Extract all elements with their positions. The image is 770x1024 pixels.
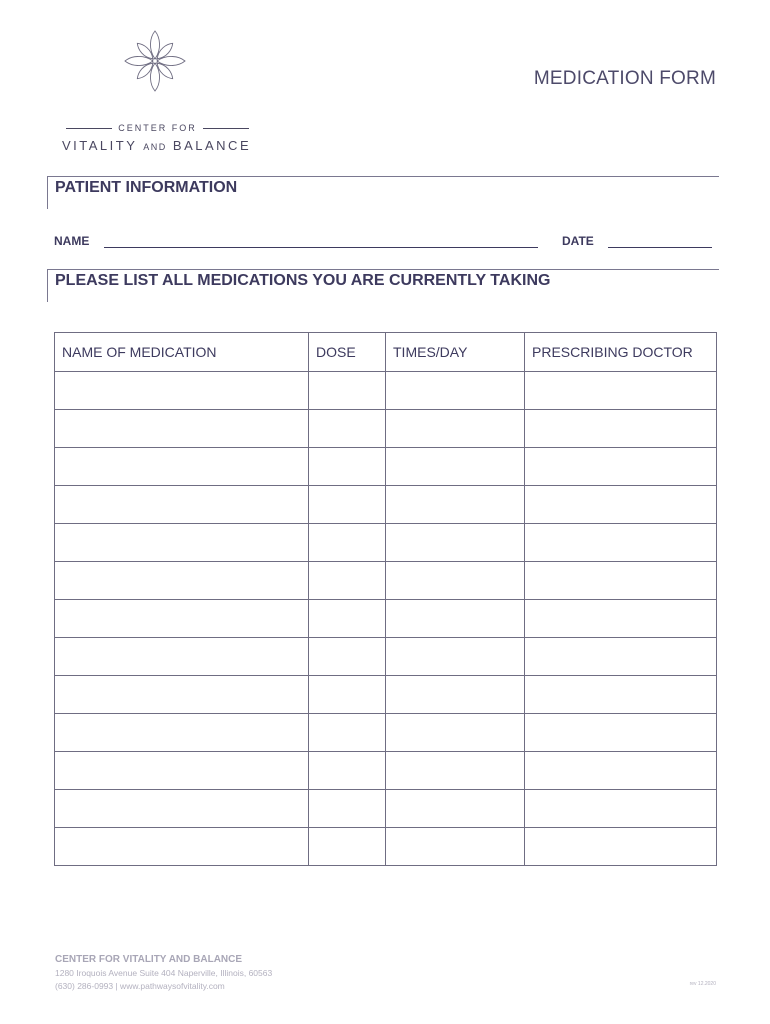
form-title: MEDICATION FORM xyxy=(533,68,716,89)
table-row xyxy=(55,752,717,790)
medication-name-cell[interactable] xyxy=(55,752,309,790)
dose-cell[interactable] xyxy=(309,486,386,524)
header-times-per-day: TIMES/DAY xyxy=(386,333,525,372)
prescribing-doctor-cell[interactable] xyxy=(525,752,717,790)
dose-cell[interactable] xyxy=(309,372,386,410)
times-per-day-cell[interactable] xyxy=(386,524,525,562)
times-per-day-cell[interactable] xyxy=(386,448,525,486)
header-name-of-medication: NAME OF MEDICATION xyxy=(55,333,309,372)
prescribing-doctor-cell[interactable] xyxy=(525,790,717,828)
table-row xyxy=(55,372,717,410)
header-prescribing-doctor: PRESCRIBING DOCTOR xyxy=(525,333,717,372)
table-row xyxy=(55,790,717,828)
prescribing-doctor-cell[interactable] xyxy=(525,410,717,448)
medication-name-cell[interactable] xyxy=(55,410,309,448)
medications-section xyxy=(47,269,719,302)
table-row xyxy=(55,714,717,752)
patient-information-section xyxy=(47,176,719,209)
times-per-day-cell[interactable] xyxy=(386,638,525,676)
times-per-day-cell[interactable] xyxy=(386,752,525,790)
dose-cell[interactable] xyxy=(309,448,386,486)
times-per-day-cell[interactable] xyxy=(386,562,525,600)
table-row xyxy=(55,410,717,448)
dose-cell[interactable] xyxy=(309,714,386,752)
patient-information-title: PATIENT INFORMATION xyxy=(55,179,238,196)
dose-cell[interactable] xyxy=(309,828,386,866)
medication-name-cell[interactable] xyxy=(55,562,309,600)
table-row xyxy=(55,448,717,486)
prescribing-doctor-cell[interactable] xyxy=(525,486,717,524)
prescribing-doctor-cell[interactable] xyxy=(525,638,717,676)
prescribing-doctor-cell[interactable] xyxy=(525,676,717,714)
medication-name-cell[interactable] xyxy=(55,714,309,752)
name-field[interactable] xyxy=(104,247,538,248)
header-dose: DOSE xyxy=(309,333,386,372)
times-per-day-cell[interactable] xyxy=(386,676,525,714)
medication-name-cell[interactable] xyxy=(55,828,309,866)
dose-cell[interactable] xyxy=(309,410,386,448)
lotus-flower-icon xyxy=(122,28,188,94)
dose-cell[interactable] xyxy=(309,600,386,638)
times-per-day-cell[interactable] xyxy=(386,486,525,524)
table-row xyxy=(55,600,717,638)
times-per-day-cell[interactable] xyxy=(386,410,525,448)
medication-name-cell[interactable] xyxy=(55,448,309,486)
table-header-row xyxy=(55,333,717,372)
dose-cell[interactable] xyxy=(309,676,386,714)
prescribing-doctor-cell[interactable] xyxy=(525,714,717,752)
times-per-day-cell[interactable] xyxy=(386,600,525,638)
name-label: NAME xyxy=(54,234,90,248)
patient-fields xyxy=(54,234,714,252)
table-row xyxy=(55,638,717,676)
medications-table xyxy=(54,332,717,866)
logo-word-vitality: VITALITY xyxy=(62,138,138,153)
footer-organization-name: CENTER FOR VITALITY AND BALANCE xyxy=(55,954,243,965)
dose-cell[interactable] xyxy=(309,562,386,600)
prescribing-doctor-cell[interactable] xyxy=(525,828,717,866)
logo-line-vitality-balance xyxy=(62,138,257,153)
prescribing-doctor-cell[interactable] xyxy=(525,448,717,486)
logo-word-and: AND xyxy=(143,142,167,152)
medications-title: PLEASE LIST ALL MEDICATIONS YOU ARE CURRENTLY TAKING xyxy=(55,272,551,289)
medication-name-cell[interactable] xyxy=(55,372,309,410)
footer-contact: (630) 286-0993 | www.pathwaysofvitality.com xyxy=(55,981,225,991)
medication-name-cell[interactable] xyxy=(55,790,309,828)
revision-label: rev 12.2020 xyxy=(689,981,716,987)
logo-line-center-for: CENTER FOR xyxy=(60,122,255,134)
times-per-day-cell[interactable] xyxy=(386,372,525,410)
table-row xyxy=(55,486,717,524)
medication-name-cell[interactable] xyxy=(55,486,309,524)
date-label: DATE xyxy=(562,234,594,248)
footer xyxy=(55,954,272,991)
times-per-day-cell[interactable] xyxy=(386,790,525,828)
medication-name-cell[interactable] xyxy=(55,676,309,714)
table-row xyxy=(55,562,717,600)
prescribing-doctor-cell[interactable] xyxy=(525,562,717,600)
table-row xyxy=(55,828,717,866)
medication-name-cell[interactable] xyxy=(55,524,309,562)
dose-cell[interactable] xyxy=(309,638,386,676)
dose-cell[interactable] xyxy=(309,524,386,562)
prescribing-doctor-cell[interactable] xyxy=(525,372,717,410)
prescribing-doctor-cell[interactable] xyxy=(525,600,717,638)
medication-name-cell[interactable] xyxy=(55,600,309,638)
logo xyxy=(60,28,260,153)
dose-cell[interactable] xyxy=(309,790,386,828)
table-row xyxy=(55,676,717,714)
date-field[interactable] xyxy=(608,247,712,248)
footer-address: 1280 Iroquois Avenue Suite 404 Naperville, Illinois, 60563 xyxy=(55,968,273,978)
table-row xyxy=(55,524,717,562)
logo-word-balance: BALANCE xyxy=(172,138,252,153)
times-per-day-cell[interactable] xyxy=(386,714,525,752)
prescribing-doctor-cell[interactable] xyxy=(525,524,717,562)
times-per-day-cell[interactable] xyxy=(386,828,525,866)
dose-cell[interactable] xyxy=(309,752,386,790)
medication-name-cell[interactable] xyxy=(55,638,309,676)
